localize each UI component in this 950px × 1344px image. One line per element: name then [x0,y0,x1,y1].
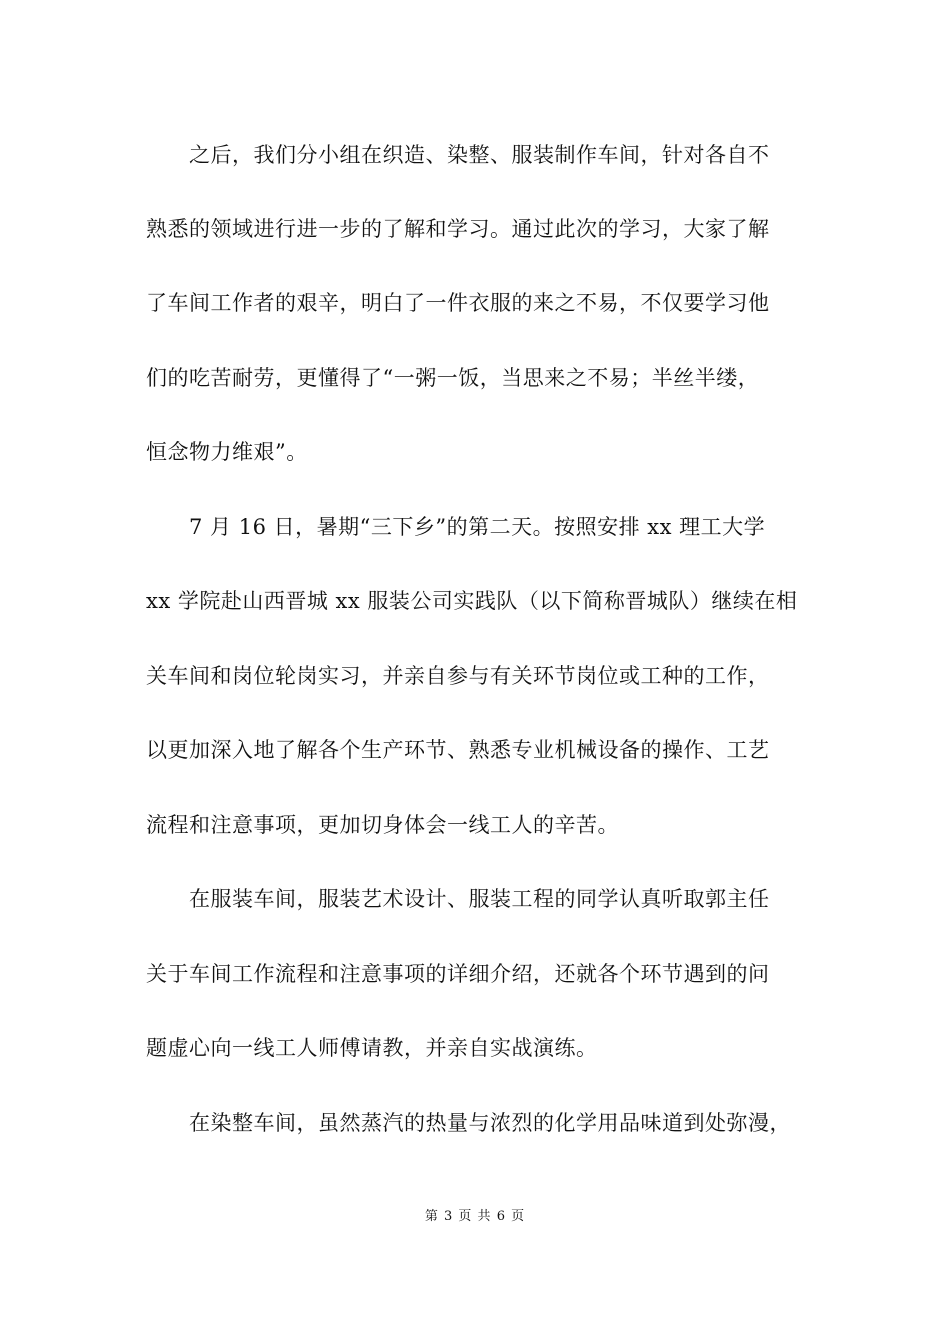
paragraph-3-line-2: 关于车间工作流程和注意事项的详细介绍，还就各个环节遇到的问 [146,962,770,986]
paragraph-4-line-1: 在染整车间，虽然蒸汽的热量与浓烈的化学用品味道到处弥漫， [189,1111,791,1135]
paragraph-3-line-1: 在服装车间，服装艺术设计、服装工程的同学认真听取郭主任 [189,887,770,911]
paragraph-2-line-3: 关车间和岗位轮岗实习，并亲自参与有关环节岗位或工种的工作， [146,664,770,688]
paragraph-3-line-3: 题虚心向一线工人师傅请教，并亲自实战演练。 [146,1036,598,1060]
paragraph-1-line-3: 了车间工作者的艰辛，明白了一件衣服的来之不易，不仅要学习他 [146,291,770,315]
paragraph-1-line-5: 恒念物力维艰”。 [146,440,308,464]
paragraph-1-line-2: 熟悉的领域进行进一步的了解和学习。通过此次的学习，大家了解 [146,217,770,241]
paragraph-2-line-1: 7 月 16 日，暑期“三下乡”的第二天。按照安排 xx 理工大学 [189,515,766,539]
page-number-footer: 第 3 页 共 6 页 [424,1209,526,1224]
paragraph-1-line-1: 之后，我们分小组在织造、染整、服装制作车间，针对各自不 [189,143,770,167]
paragraph-2-line-5: 流程和注意事项，更加切身体会一线工人的辛苦。 [146,813,619,837]
paragraph-2-line-2: xx 学院赴山西晋城 xx 服装公司实践队（以下简称晋城队）继续在相 [146,589,798,613]
paragraph-2-line-4: 以更加深入地了解各个生产环节、熟悉专业机械设备的操作、工艺 [146,738,770,762]
paragraph-1-line-4: 们的吃苦耐劳，更懂得了“一粥一饭，当思来之不易；半丝半缕， [146,366,760,390]
